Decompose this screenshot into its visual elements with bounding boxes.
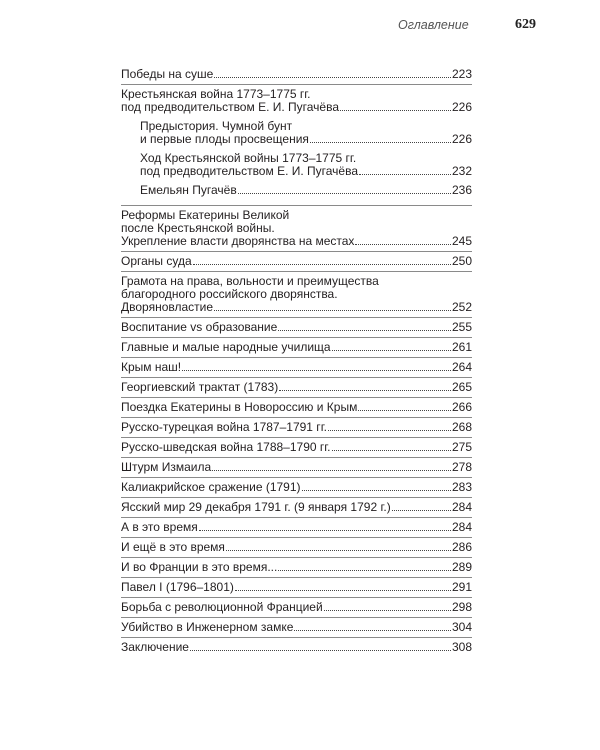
toc-entry-page: 236 xyxy=(451,183,472,197)
toc-entry-page: 226 xyxy=(451,132,472,146)
toc-entry-line xyxy=(121,581,472,594)
toc-subentry[interactable] xyxy=(121,181,472,202)
toc-entry-page: 223 xyxy=(451,67,472,81)
leader-dots xyxy=(214,301,451,311)
toc-entry-line xyxy=(121,481,472,494)
toc-entry-line xyxy=(121,441,472,454)
toc-entry-page: 268 xyxy=(451,420,472,434)
leader-dots xyxy=(190,641,451,651)
running-header xyxy=(0,18,600,38)
toc-entry-title: Георгиевский трактат (1783) xyxy=(121,380,279,394)
leader-dots xyxy=(193,255,451,265)
toc-entry[interactable] xyxy=(121,358,472,378)
toc-entry-title: под предводительством Е. И. Пугачёва xyxy=(121,100,340,114)
toc-entry-page: 291 xyxy=(451,580,472,594)
leader-dots xyxy=(294,621,451,631)
toc-entry-page: 250 xyxy=(451,254,472,268)
leader-dots xyxy=(214,68,451,78)
toc-entry-title: Укрепление власти дворянства на местах xyxy=(121,234,355,248)
toc-entry-title: И во Франции в это время... xyxy=(121,560,278,574)
toc-entry-page: 245 xyxy=(451,234,472,248)
toc-entry-line xyxy=(121,381,472,394)
toc-entry-title: Крым наш! xyxy=(121,360,182,374)
toc-entry-title: Крестьянская война 1773–1775 гг. xyxy=(121,87,311,101)
leader-dots xyxy=(199,521,451,531)
leader-dots xyxy=(355,235,451,245)
toc-entry-title: Русско-турецкая война 1787–1791 гг. xyxy=(121,420,327,434)
toc-entry-title: и первые плоды просвещения xyxy=(140,132,309,146)
leader-dots xyxy=(332,341,451,351)
leader-dots xyxy=(235,581,451,591)
leader-dots xyxy=(226,541,451,551)
toc-entry-page: 226 xyxy=(451,100,472,114)
leader-dots xyxy=(278,321,451,331)
leader-dots xyxy=(278,561,451,571)
toc-entry[interactable] xyxy=(121,618,472,638)
toc-entry-line xyxy=(121,321,472,334)
toc-entry-title: А в это время xyxy=(121,520,198,534)
toc-entry-title: Борьба с революционной Францией xyxy=(121,600,323,614)
leader-dots xyxy=(302,481,451,491)
toc-entry-line xyxy=(121,601,472,614)
toc-entry-page: 252 xyxy=(451,300,472,314)
toc-entry-page: 304 xyxy=(451,620,472,634)
toc-entry[interactable] xyxy=(121,438,472,458)
toc-entry[interactable] xyxy=(121,272,472,318)
toc-entry[interactable] xyxy=(121,338,472,358)
toc-entry-title: Главные и малые народные училища xyxy=(121,340,331,354)
toc-entry-page: 261 xyxy=(451,340,472,354)
toc-subentry[interactable] xyxy=(121,149,472,181)
toc-entry-page: 284 xyxy=(451,520,472,534)
toc-entry[interactable] xyxy=(121,378,472,398)
leader-dots xyxy=(310,133,451,143)
toc-entry-line xyxy=(121,301,472,314)
leader-dots xyxy=(212,461,451,471)
toc-entry-title: Заключение xyxy=(121,640,189,654)
leader-dots xyxy=(332,441,451,451)
toc-entry-line xyxy=(121,641,472,654)
toc-entry-page: 266 xyxy=(451,400,472,414)
toc-entry-line xyxy=(121,341,472,354)
toc-entry-line xyxy=(140,184,472,197)
page-number: 629 xyxy=(515,17,536,32)
toc-entry-page: 298 xyxy=(451,600,472,614)
toc-entry-page: 284 xyxy=(451,500,472,514)
leader-dots xyxy=(358,401,451,411)
leader-dots xyxy=(328,421,451,431)
toc-entry-line xyxy=(140,133,472,146)
toc-entry-title: Предыстория. Чумной бунт xyxy=(140,119,293,133)
toc-entry-line xyxy=(121,361,472,374)
toc-entry[interactable] xyxy=(121,598,472,618)
table-of-contents xyxy=(121,65,472,657)
toc-entry[interactable] xyxy=(121,538,472,558)
toc-entry-title: Грамота на права, вольности и преимущества xyxy=(121,274,379,288)
toc-entry-page: 278 xyxy=(451,460,472,474)
toc-entry-page: 264 xyxy=(451,360,472,374)
toc-entry-page: 232 xyxy=(451,164,472,178)
toc-entry-title: благородного российского дворянства. xyxy=(121,287,338,301)
toc-entry-line xyxy=(121,461,472,474)
toc-entry[interactable] xyxy=(121,318,472,338)
toc-entry-title: Русско-шведская война 1788–1790 гг. xyxy=(121,440,331,454)
toc-entry-title: Победы на суше xyxy=(121,67,214,81)
toc-entry-title: Дворяновластие xyxy=(121,300,214,314)
toc-entry-line xyxy=(121,255,472,268)
toc-subsection-group xyxy=(121,114,472,206)
toc-entry[interactable] xyxy=(121,638,472,657)
toc-entry[interactable] xyxy=(121,478,472,498)
toc-entry-page: 283 xyxy=(451,480,472,494)
toc-entry[interactable] xyxy=(121,206,472,252)
toc-entry-title: Органы суда xyxy=(121,254,192,268)
toc-entry-line xyxy=(121,101,472,114)
toc-entry-title: Ход Крестьянской войны 1773–1775 гг. xyxy=(140,151,357,165)
toc-entry-line xyxy=(121,68,472,81)
toc-entry[interactable] xyxy=(121,518,472,538)
toc-entry[interactable] xyxy=(121,458,472,478)
leader-dots xyxy=(182,361,451,371)
toc-entry[interactable] xyxy=(121,252,472,272)
toc-entry-line xyxy=(121,235,472,248)
toc-entry-line xyxy=(121,561,472,574)
toc-entry-page: 265 xyxy=(451,380,472,394)
toc-entry[interactable] xyxy=(121,398,472,418)
toc-entry[interactable] xyxy=(121,85,472,114)
toc-entry-title: И ещё в это время xyxy=(121,540,225,554)
toc-entry-title: Павел I (1796–1801) xyxy=(121,580,234,594)
toc-entry-title: Ясский мир 29 декабря 1791 г. (9 января 1792 г.) xyxy=(121,500,391,514)
running-header-title: Оглавление xyxy=(398,18,469,32)
toc-entry[interactable] xyxy=(121,558,472,578)
leader-dots xyxy=(238,184,451,194)
toc-subentry[interactable] xyxy=(121,114,472,149)
toc-entry-title: под предводительством Е. И. Пугачёва xyxy=(140,164,359,178)
toc-entry-page: 275 xyxy=(451,440,472,454)
leader-dots xyxy=(324,601,451,611)
toc-entry-title: после Крестьянской войны. xyxy=(121,221,275,235)
leader-dots xyxy=(279,381,451,391)
toc-entry[interactable] xyxy=(121,498,472,518)
toc-entry-page: 289 xyxy=(451,560,472,574)
toc-entry-page: 308 xyxy=(451,640,472,654)
leader-dots xyxy=(392,501,451,511)
toc-entry-title: Штурм Измаила xyxy=(121,460,212,474)
toc-entry[interactable] xyxy=(121,418,472,438)
toc-entry-page: 286 xyxy=(451,540,472,554)
toc-entry-title: Калиакрийское сражение (1791) xyxy=(121,480,301,494)
leader-dots xyxy=(359,165,451,175)
toc-entry-line xyxy=(121,621,472,634)
toc-entry-line xyxy=(121,541,472,554)
leader-dots xyxy=(340,101,451,111)
toc-entry-title: Воспитание vs образование xyxy=(121,320,278,334)
toc-entry-line xyxy=(121,401,472,414)
toc-entry-line xyxy=(140,165,472,178)
toc-entry-page: 255 xyxy=(451,320,472,334)
toc-entry-line xyxy=(121,501,472,514)
toc-entry-title: Емельян Пугачёв xyxy=(140,183,237,197)
toc-entry-title: Убийство в Инженерном замке xyxy=(121,620,294,634)
toc-entry-title: Поездка Екатерины в Новороссию и Крым xyxy=(121,400,358,414)
toc-entry[interactable] xyxy=(121,65,472,85)
toc-entry[interactable] xyxy=(121,578,472,598)
toc-entry-line xyxy=(121,421,472,434)
toc-entry-title: Реформы Екатерины Великой xyxy=(121,208,290,222)
toc-entry-line xyxy=(121,521,472,534)
